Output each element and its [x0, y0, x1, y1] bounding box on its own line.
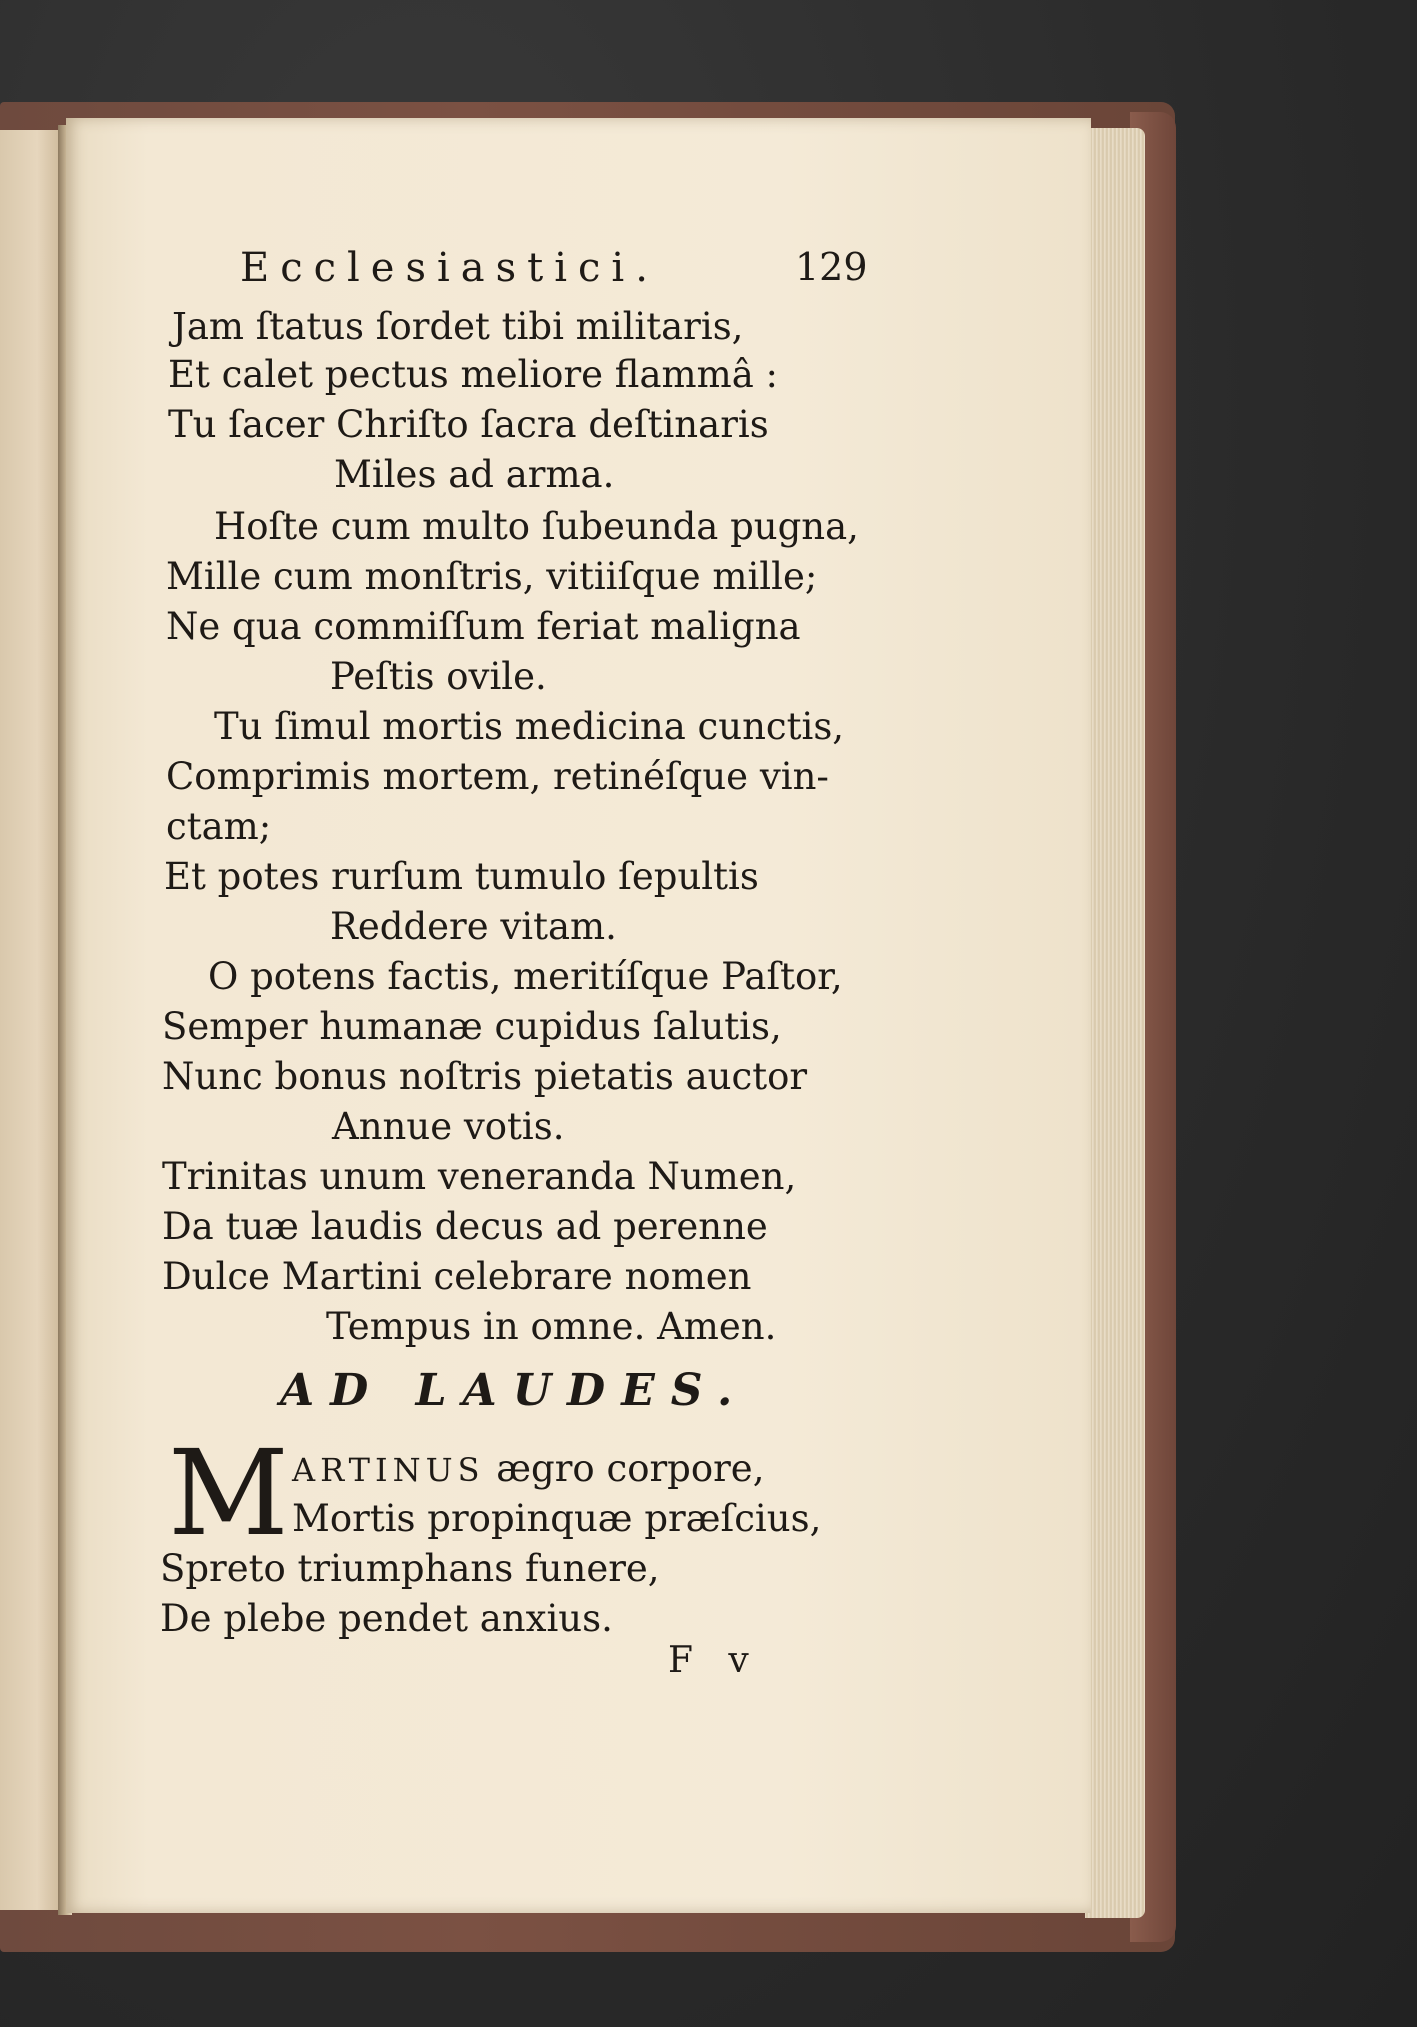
hymn-line: Tu ſimul mortis medicina cunctis, — [214, 705, 845, 748]
verso-page-edge — [0, 130, 62, 1910]
page-edges — [1085, 128, 1145, 1918]
hymn-line: Nunc bonus noſtris pietatis auctor — [162, 1055, 808, 1098]
hymn-line: Semper humanæ cupidus ſalutis, — [162, 1005, 782, 1048]
hymn-line: Trinitas unum veneranda Numen, — [162, 1155, 797, 1198]
hymn-line: Hoſte cum multo ſubeunda pugna, — [214, 505, 859, 548]
hymn-line: Et potes rurſum tumulo ſepultis — [164, 855, 759, 898]
hymn-line: Mille cum monſtris, vitiiſque mille; — [166, 555, 818, 598]
hymn-line: Dulce Martini celebrare nomen — [162, 1255, 752, 1298]
signature-mark: F v — [668, 1640, 761, 1681]
running-title: Ecclesiastici. — [240, 245, 659, 291]
hymn-line: Reddere vitam. — [330, 905, 617, 948]
hymn-line: Peſtis ovile. — [330, 655, 547, 698]
hymn-line: Miles ad arma. — [334, 453, 615, 496]
lauds-line-4: De plebe pendet anxius. — [160, 1597, 613, 1640]
section-title: AD LAUDES. — [280, 1365, 749, 1416]
lauds-line-2: Mortis propinquæ præſcius, — [292, 1497, 822, 1540]
hymn-line: Tempus in omne. Amen. — [326, 1305, 777, 1348]
hymn-line: Tu ſacer Chriſto ſacra deſtinaris — [168, 403, 769, 446]
lauds-line-1-rest: ægro corpore, — [496, 1447, 765, 1490]
hymn-line: Ne qua commiſſum feriat maligna — [166, 605, 801, 648]
drop-cap: M — [168, 1424, 289, 1562]
hymn-line: O potens factis, meritíſque Paſtor, — [208, 955, 843, 998]
lauds-line-3: Spreto triumphans funere, — [160, 1547, 660, 1590]
page-number: 129 — [795, 245, 868, 289]
hymn-line: Annue votis. — [332, 1105, 565, 1148]
hymn-line: Da tuæ laudis decus ad perenne — [162, 1205, 768, 1248]
hymn-line: Et calet pectus meliore flammâ : — [168, 353, 778, 396]
lauds-line-1 — [292, 1446, 764, 1493]
hymn-line: Jam ſtatus ſordet tibi militaris, — [172, 305, 744, 348]
hymn-line: ctam; — [166, 805, 272, 848]
hymn-line: Comprimis mortem, retinéſque vin- — [166, 755, 829, 798]
first-word-caps: ARTINUS — [292, 1451, 485, 1489]
